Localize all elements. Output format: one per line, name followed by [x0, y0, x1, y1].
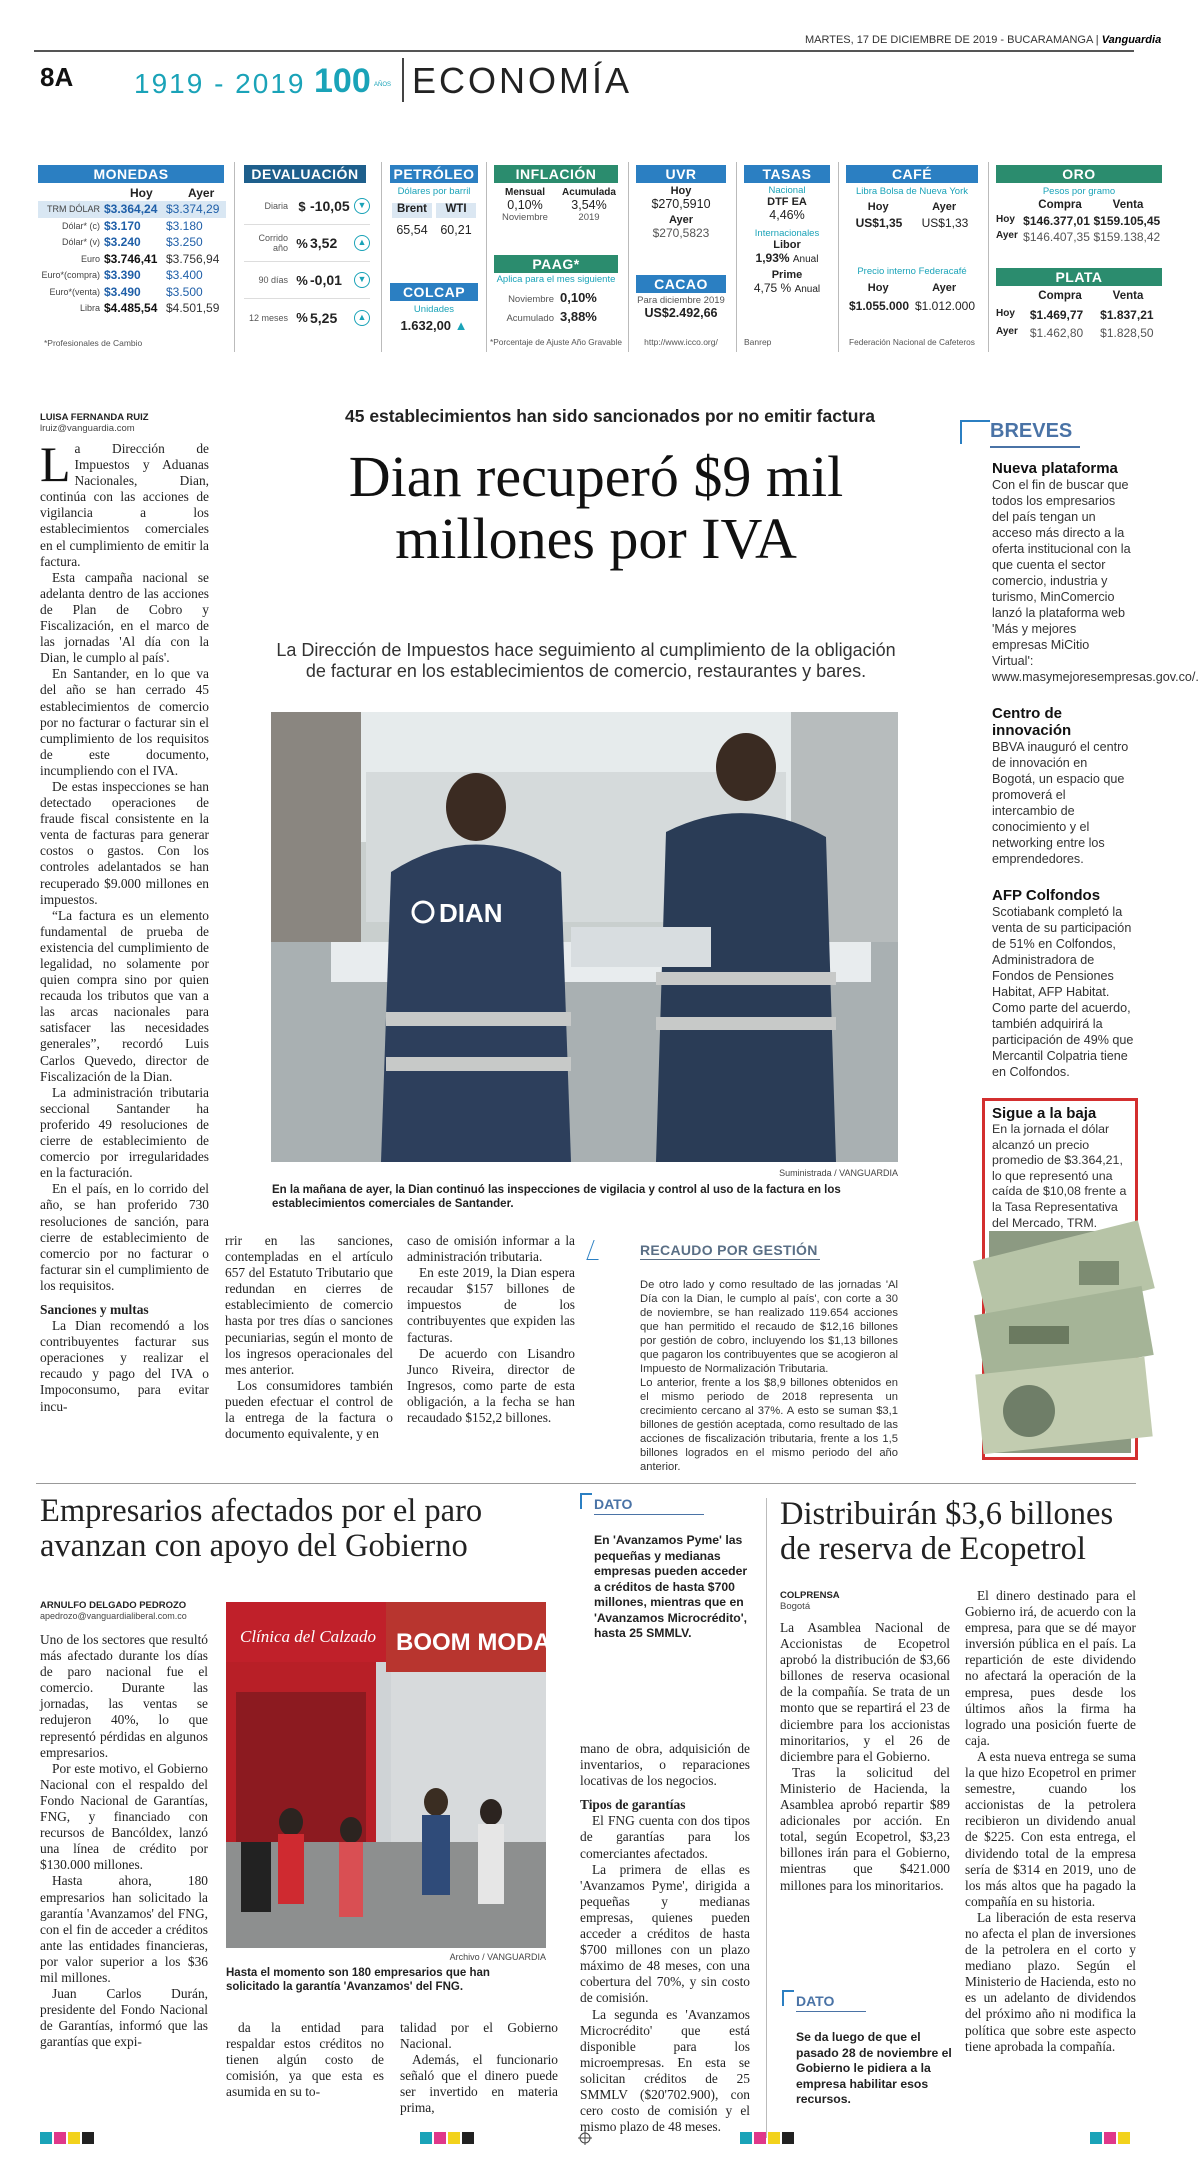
main-paragraph: Los consumidores también pueden efectuar el control de la entrega de la factura o documento equivalente, y en [225, 1377, 393, 1442]
plata-hoy-venta: $1.837,21 [1100, 308, 1154, 322]
devaluacion-unit: $ [298, 198, 306, 214]
article2-paragraph: Por este motivo, el Gobierno Nacional con el respaldo del Fondo Nacional de Garantías, FNG, y financiado con recursos de Bancóldex, lanzó una línea de crédito por $130.000 millones. [40, 1760, 208, 1873]
article2-email: apedrozo@vanguardialiberal.com.co [40, 1611, 187, 1621]
article2-col2-text: da la entidad para respaldar estos créditos no tienen algún costo de comisión, ya que esta es asumida en su to- [226, 2020, 384, 2100]
monedas-ayer: $3.374,29 [166, 202, 220, 217]
monedas-label: Dólar* (c) [61, 220, 100, 231]
print-color-bar [40, 2131, 1130, 2143]
monedas-table [38, 201, 226, 317]
main-byline: LUISA FERNANDA RUIZ [40, 412, 149, 423]
monedas-hoy: $3.746,41 [104, 251, 158, 266]
oro-hoy-label: Hoy [996, 214, 1015, 225]
article2-paragraph: Además, el funcionario señaló que el dinero puede ser invertido en materia prima, [400, 2052, 558, 2116]
prime-value: 4,75 % [753, 281, 792, 295]
breve-text: BBVA inauguró el centro de innovación en Bogotá, un espacio que promoverá el intercambio de conocimiento y el networking entre los emprendedores. [992, 740, 1129, 866]
main-col2 [225, 1233, 393, 1442]
brent-value: 65,54 [396, 223, 428, 237]
monedas-row [38, 234, 226, 251]
col-ayer: Ayer [188, 186, 215, 200]
devaluacion-label: Diaria [264, 201, 288, 211]
monedas-hoy: $3.364,24 [104, 202, 158, 217]
article3-paragraph: La Asamblea Nacional de Accionistas de Ecopetrol aprobó la distribución de $3,66 billones de reserva ocasional de la compañía. Se trata de un monto que se repartirá el 23 de diciembre para los accionistas minoritarios, y el 26 de diciembre para el Gobierno. [780, 1620, 950, 1764]
recaudo-title: RECAUDO POR GESTIÓN [640, 1242, 818, 1258]
plata-hoy-label: Hoy [996, 308, 1015, 319]
recaudo-paragraph: Lo anterior, frente a los $8,9 billones obtenidos en el mismo periodo de 2018 representa un crecimiento cercano al 37%. A esto se suman $3,1 billones de gestión aceptada, como resultado de las acciones de fiscalización tributaria, frente a los 1,5 billones logrados en el mismo periodo del año anterior. [640, 1377, 898, 1473]
main-headline: Dian recuperó $9 mil millones por IVA [348, 444, 844, 571]
monedas-label: Libra [79, 303, 100, 314]
cafe-sub: Libra Bolsa de Nueva York [856, 186, 968, 197]
cafe-header: CAFÉ [846, 165, 978, 183]
monedas-ayer: $4.501,59 [166, 301, 220, 316]
monedas-hoy: $4.485,54 [104, 301, 158, 316]
cafe-interno-ayer: $1.012.000 [914, 299, 976, 313]
arrow-up-icon: ▲ [454, 318, 468, 333]
article3-paragraph: La liberación de esta reserva no afecta el plan de inversiones de la petrolera en el corto y mediano plazo. Según el Ministerio de Hacienda, esto no es un adelanto de dividendos del próximo año ni modifica la política que sobre este aspecto tiene aprobada la compañía. [965, 1909, 1136, 2054]
main-subhead: Sanciones y multas [40, 1301, 149, 1317]
store-photo [226, 1602, 551, 1948]
oro-ayer-venta: $159.138,42 [1093, 230, 1161, 244]
main-col3 [407, 1233, 575, 1426]
paag-sub: Aplica para el mes siguiente [496, 274, 616, 285]
recaudo-rule [640, 1259, 820, 1260]
breves-bracket [960, 420, 990, 444]
plata-ayer-label: Ayer [996, 326, 1018, 337]
cacao-header: CACAO [636, 275, 726, 293]
devaluacion-value: -10,05 [310, 198, 350, 214]
nacional-label: Nacional [768, 185, 806, 196]
store-sign-text: Clínica del Calzado [240, 1627, 376, 1646]
mensual-value: 0,10% [507, 198, 543, 212]
breve-text: Scotiabank completó la venta de su participación de 51% en Colfondos, Administradora de Fondos de Pensiones Habitat, AFP Habitat. Como parte del acuerdo, también adquirirá la participación de 49% que Mercantil Colpatria tiene en Colfondos. [992, 905, 1134, 1079]
header-rule [34, 50, 1134, 52]
plata-hoy-compra: $1.469,77 [1029, 308, 1084, 322]
main-caption: En la mañana de ayer, la Dian continuó las inspecciones de vigilacia y control al uso de la factura en los establecimientos comerciales de Santander. [272, 1184, 841, 1210]
article2-paragraph: El FNG cuenta con dos tipos de garantías para los comerciantes afectados. [580, 1813, 750, 1861]
article3-paragraph: A esta nueva entrega se suma la que hizo Ecopetrol en primer semestre, cuando los accionistas de la petrolera recibieron un dividendo anual de $225. Con esta entrega, el dividendo total de la empresa sería de $314 en 2019, uno de los más altos que ha pagado la compañía en su historia. [965, 1748, 1136, 1909]
article3-paragraph: Tras la solicitud del Ministerio de Hacienda, la Asamblea aprobó repartir $89 adicionales por acción. En total, según Ecopetrol, $3,23 billones irán para el Gobierno, mientras que $421.000 millones para los minoritarios. [780, 1764, 950, 1893]
colcap-sub: Unidades [413, 304, 455, 315]
prime-sub: Anual [794, 284, 821, 295]
oro-ayer-compra: $146.407,35 [1023, 230, 1090, 244]
colcap-value: 1.632,00 [400, 318, 452, 333]
acumulada-label: Acumulada [562, 187, 616, 198]
dato2-title: DATO [796, 1993, 835, 2009]
libor-sub: Anual [792, 254, 819, 265]
monedas-ayer: $3.250 [166, 235, 203, 250]
petroleo-sub: Dólares por barril [397, 186, 471, 197]
monedas-ayer: $3.500 [166, 284, 203, 299]
article2-paragraph: Juan Carlos Durán, presidente del Fondo Nacional de Garantías, informó que las garantías que expi- [40, 1986, 208, 2050]
libor-label: Libor [773, 239, 801, 251]
oro-compra-label: Compra [1038, 199, 1082, 211]
main-col1-end: La Dian recomendó a los contribuyentes facturar sus operaciones y realizar el recaudo y pago del IVA o Impoconsumo, para evitar incu- [40, 1318, 209, 1414]
plata-ayer-compra: $1.462,80 [1029, 326, 1084, 340]
date-line: MARTES, 17 DE DICIEMBRE DE 2019 - BUCARAMANGA | Vanguardia [805, 34, 1162, 46]
logo-text: 100 [314, 62, 371, 100]
oro-table [996, 199, 1162, 244]
dropcap: L [40, 436, 71, 492]
plata-table [996, 290, 1162, 340]
anniversary-logo [312, 60, 398, 100]
box-title: Sigue a la baja [992, 1105, 1097, 1122]
box-text: En la jornada el dólar alcanzó un precio promedio de $3.364,21, lo que representó una caída de $10,08 frente a la Tasa Representativa del Mercado, TRM. [992, 1122, 1127, 1230]
arrow-down-icon: ▼ [354, 272, 370, 288]
main-email: lruiz@vanguardia.com [40, 423, 135, 434]
plata-header: PLATA [996, 268, 1162, 286]
dato2-text: Se da luego de que el pasado 28 de noviembre el Gobierno le pidiera a la empresa habilitar esos recursos. [796, 2030, 952, 2106]
oro-hoy-compra: $146.377,01 [1023, 214, 1090, 228]
arrow-up-icon: ▲ [354, 310, 370, 326]
dollar-bills-image [989, 1231, 1131, 1453]
paag-note: *Porcentaje de Ajuste Año Gravable [490, 337, 622, 347]
breve-item [992, 705, 1134, 867]
monedas-row [38, 251, 226, 268]
cacao-source: http://www.icco.org/ [644, 337, 718, 347]
cafe-hoy: US$1,35 [855, 216, 903, 230]
devaluacion-value: -0,01 [310, 272, 342, 288]
uvr-header: UVR [636, 165, 726, 183]
cafe-interno-hoy: $1.055.000 [848, 299, 910, 313]
cafe-interno-label: Precio interno Federacafé [857, 266, 967, 277]
tasas-values [744, 185, 830, 295]
col-hoy: Hoy [130, 186, 153, 200]
indicators-panel [38, 162, 1161, 352]
section-title: ECONOMÍA [412, 60, 633, 101]
monedas-hoy: $3.170 [104, 218, 141, 233]
acumulada-value: 3,54% [571, 198, 607, 212]
devaluacion-header: DEVALUACIÓN [244, 165, 366, 183]
article2-paragraph: La segunda es 'Avanzamos Microcrédito' que está disponible para los microempresas. En esta se solicitan créditos de 25 SMMLV ($20'702.900), con cero costo de comisión y el mismo plazo de 48 meses. [580, 2006, 750, 2135]
breve-title: AFP Colfondos [992, 887, 1101, 904]
inflacion-acumulada [558, 187, 620, 223]
section-divider [402, 58, 404, 102]
dato-text: En 'Avanzamos Pyme' las pequeñas y medianas empresas pueden acceder a créditos de hasta $700 millones, mientras que en 'Avanzamos Microcrédito', hasta 25 SMMLV. [594, 1533, 748, 1640]
section-rule [36, 1483, 1136, 1484]
monedas-label: Euro*(compra) [41, 270, 100, 281]
main-paragraph: En el país, en lo corrido del año, se han proferido 730 resoluciones de sanción, para cierre de establecimiento de comercio por no facturar o facturar sin el cumplimiento de los requisitos. [40, 1181, 209, 1293]
main-photo-credit: Suministrada / VANGUARDIA [779, 1168, 898, 1178]
acumulada-sub: 2019 [578, 212, 600, 223]
paag-row [494, 309, 618, 328]
intl-label: Internacionales [754, 228, 820, 239]
cafe-interno-values [846, 282, 978, 313]
mensual-label: Mensual [504, 187, 545, 198]
store-photo-credit: Archivo / VANGUARDIA [449, 1952, 546, 1962]
article2-col4 [580, 1741, 750, 2135]
devaluacion-label: 12 meses [248, 312, 288, 323]
devaluacion-label: Corrido año [258, 233, 288, 253]
plata-compra-label: Compra [1038, 290, 1082, 302]
breve-item [992, 460, 1199, 685]
devaluacion-row [244, 262, 370, 299]
cacao-value: US$2.492,66 [644, 306, 718, 320]
cafe-source: Federación Nacional de Cafeteros [849, 337, 975, 347]
paag-rows [494, 290, 618, 328]
breves-highlight-box [982, 1098, 1138, 1460]
article3-col1 [780, 1620, 950, 1894]
uvr-hoy: $270,5910 [651, 197, 711, 211]
article2-paragraph: Hasta ahora, 180 empresarios han solicitado la garantía 'Avanzamos' del FNG, con el fin de acceder a créditos ante las entidades financieras, por valor superior a los $36 mil millones. [40, 1873, 208, 1985]
devaluacion-unit: % [296, 235, 308, 251]
paag-header: PAAG* [494, 255, 618, 273]
recaudo-paragraph: De otro lado y como resultado de las jornadas 'Al Día con la Dian, le cumplo al país', con corte a 30 de noviembre, se han realizado 119.654 acciones que han permitido el recaudo de $12,16 billones por gestión de cobro, incluyendo los $1,13 billones que pagaron los contribuyentes que se acogieron al Impuesto de Normalización Tributaria. [640, 1279, 898, 1375]
paag-value: 3,88% [560, 309, 597, 324]
wti-label: WTI [436, 203, 476, 218]
article2-paragraph: talidad por el Gobierno Nacional. [400, 2020, 558, 2052]
monedas-label: TRM DÓLAR [46, 204, 100, 215]
breve-title: Centro de innovación [992, 705, 1072, 739]
monedas-label: Euro*(venta) [49, 286, 100, 297]
cafe-ayer: US$1,33 [921, 216, 969, 230]
plata-venta-label: Venta [1112, 290, 1144, 302]
main-paragraph: La administración tributaria seccional Santander ha proferido 49 resoluciones de cierre de establecimiento de comercio por irregularidades en la facturación. [40, 1084, 209, 1181]
main-paragraph: a Dirección de Impuestos y Aduanas Nacionales, Dian, continúa con las acciones de vigilancia a los establecimientos comerciales en el cumplimiento de emitir la factura. [40, 441, 209, 569]
inflacion-mensual [494, 187, 556, 223]
monedas-note: *Profesionales de Cambio [44, 338, 143, 348]
monedas-ayer: $3.756,94 [166, 251, 220, 266]
anniversary-years: 1919 - 2019 [134, 68, 306, 99]
article2-paragraph: mano de obra, adquisición de inventarios, o reparaciones locativas de los negocios. [580, 1741, 750, 1789]
devaluacion-row [244, 299, 370, 336]
recaudo-bracket [586, 1240, 605, 1260]
uvr-values [636, 185, 726, 240]
cacao-sub: Para diciembre 2019 [637, 295, 725, 306]
date-text: MARTES, 17 DE DICIEMBRE DE 2019 - BUCARAMANGA [805, 34, 1093, 46]
wti-value: 60,21 [440, 223, 472, 237]
devaluacion-label: 90 días [258, 275, 288, 285]
monedas-hoy: $3.490 [104, 284, 141, 299]
article3-paragraph: El dinero destinado para el Gobierno irá, de acuerdo con la empresa, para que se dé mayor inversión pública en el país. La repartición de este dividendo no afectará la operación de la empresa, pues desde los últimos años la firma ha logrado una posición fuerte de caja. [965, 1588, 1136, 1748]
recaudo-text [640, 1278, 898, 1474]
colcap-value-wrap [390, 318, 478, 333]
monedas-row [38, 267, 226, 284]
arrow-up-icon: ▲ [354, 235, 370, 251]
oro-ayer-label: Ayer [996, 230, 1018, 241]
store-sign2-text: BOOM MODA [396, 1629, 551, 1656]
devaluacion-row [244, 188, 370, 225]
monedas-label: Dólar* (v) [61, 237, 100, 248]
paag-row [494, 290, 618, 309]
cacao-values [630, 295, 732, 320]
dtf-value: 4,46% [769, 208, 805, 222]
oro-hoy-venta: $159.105,45 [1093, 214, 1161, 228]
breves-title: BREVES [990, 420, 1073, 442]
brand-name: Vanguardia [1101, 34, 1162, 46]
devaluacion-unit: % [296, 310, 308, 325]
devaluacion-value: 3,52 [310, 235, 338, 251]
article2-col3 [400, 2020, 558, 2117]
cafe-values [846, 201, 978, 230]
cafe-hoy-label: Hoy [867, 201, 889, 213]
brent-label: Brent [392, 203, 432, 218]
oro-header: ORO [996, 165, 1162, 183]
cafe-ayer-label: Ayer [932, 201, 957, 213]
dato-rule [594, 1514, 704, 1515]
colcap-header: COLCAP [390, 283, 478, 301]
breve-title: Nueva plataforma [992, 460, 1118, 477]
oro-sub: Pesos por gramo [1042, 186, 1116, 197]
dian-photo [271, 712, 898, 1162]
petroleo-header: PETRÓLEO [390, 165, 478, 183]
article2-col2 [226, 2020, 384, 2100]
article2-caption: Hasta el momento son 180 empresarios que han solicitado la garantía 'Avanzamos' del FNG. [226, 1967, 490, 1993]
monedas-ayer: $3.400 [166, 268, 203, 283]
dato-title: DATO [594, 1496, 633, 1512]
breve-text: Con el fin de buscar que todos los empresarios del país tengan un acceso más directo a la oferta institucional con la que cuenta el sector comercio, industria y turismo, MinComercio lanzó la plataforma web 'Más y mejores empresas MiCitio Virtual': www.masymejoresempresas.gov.co/. [992, 478, 1199, 684]
main-paragraph: De estas inspecciones se han detectado operaciones de fraude fiscal consistente en la venta de facturas para generar costos o gastos. Con los controles adelantados se han recuperado $9.000 millones en impuestos. [40, 778, 209, 907]
main-paragraph: Esta campaña nacional se adelanta dentro de las acciones de Plan de Cobro y Fiscalización, en el marco de las jornadas 'Al día con la Dian, le cumplo al país'. [40, 569, 209, 666]
dtf-label: DTF EA [767, 196, 807, 208]
libor-value: 1,93% [755, 251, 790, 265]
monedas-row [38, 300, 226, 317]
article3-byline: COLPRENSA [780, 1590, 840, 1601]
article3-col2 [965, 1588, 1136, 2055]
article2-byline: ARNULFO DELGADO PEDROZO [40, 1600, 187, 1611]
monedas-label: Euro [80, 253, 100, 264]
oro-venta-label: Venta [1112, 199, 1144, 211]
main-kicker: 45 establecimientos han sido sancionados por no emitir factura [345, 406, 875, 426]
monedas-row [38, 218, 226, 235]
devaluacion-value: 5,25 [310, 309, 338, 326]
devaluacion-row [244, 225, 370, 262]
plata-ayer-venta: $1.828,50 [1100, 326, 1154, 340]
dato2-rule [796, 2011, 866, 2012]
main-paragraph: De acuerdo con Lisandro Junco Riveira, director de Ingresos, como parte de esta obligación, a la fecha se han recaudado $152,2 billones. [407, 1345, 575, 1426]
main-paragraph: En este 2019, la Dian espera recaudar $157 billones de impuestos de los contribuyentes que expiden las facturas. [407, 1265, 575, 1345]
mensual-sub: Noviembre [502, 212, 548, 223]
paag-label: Noviembre [508, 294, 554, 305]
breve-item [992, 887, 1134, 1080]
uvr-ayer: $270,5823 [652, 226, 710, 240]
monedas-header: MONEDAS [38, 165, 224, 183]
uvr-hoy-label: Hoy [670, 185, 692, 197]
main-paragraph: rrir en las sanciones, contempladas en el artículo 657 del Estatuto Tributario que redundan en cierres de establecimiento de comercio hasta por tres días o sanciones pecuniarias, según el monto de los ingresos operacionales del mes anterior. [225, 1233, 393, 1377]
vest-text: DIAN [439, 898, 503, 928]
main-col1 [40, 436, 209, 1415]
paag-label: Acumulado [506, 313, 554, 324]
cafe-interno-ayer-label: Ayer [932, 282, 957, 294]
paag-value: 0,10% [560, 290, 597, 305]
main-paragraph: En Santander, en lo que va del año se han cerrado 45 establecimientos de comercio por no facturar o facturar sin el cumplimiento de los requisitos de este documento, incumpliendo con el IVA. [40, 666, 209, 778]
breves-list [992, 460, 1199, 1100]
tasas-source: Banrep [744, 337, 772, 347]
main-paragraph: caso de omisión informar a la administración tributaria. [407, 1233, 575, 1265]
monedas-row [38, 201, 226, 218]
prime-label: Prime [771, 269, 803, 281]
cafe-interno-hoy-label: Hoy [867, 282, 889, 294]
column-divider [766, 1498, 767, 2138]
monedas-hoy: $3.240 [104, 235, 141, 250]
article2-paragraph: La primera de ellas es 'Avanzamos Pyme', dirigida a pequeñas y medianas empresas, quienes pueden acceder a créditos de hasta $700 millones con un plazo máximo de 48 meses, con una cobertura del 70%, y sin costo de comisión. [580, 1861, 750, 2006]
article3-headline: Distribuirán $3,6 billones de reserva de Ecopetrol [780, 1496, 1114, 1567]
tasas-header: TASAS [744, 165, 830, 183]
monedas-ayer: $3.180 [166, 218, 203, 233]
dato-bracket [580, 1493, 592, 1509]
article2-subhead: Tipos de garantías [580, 1797, 686, 1813]
devaluacion-rows [244, 188, 370, 336]
monedas-row [38, 284, 226, 301]
monedas-hoy: $3.390 [104, 268, 141, 283]
main-paragraph: “La factura es un elemento fundamental de prueba de existencia del cumplimiento de legalidad, no solamente por quien compra sino por quien recauda los tributos que van a las arcas nacionales para satisfacer las necesidades generales”, recordó Luis Carlos Quevedo, director de Fiscalización de la Dian. [40, 907, 209, 1084]
article2-col1 [40, 1632, 208, 2050]
arrow-down-icon: ▼ [354, 198, 370, 214]
article3-place: Bogotá [780, 1601, 811, 1612]
article2-paragraph: Uno de los sectores que resultó más afectado durante los días de paro nacional fue el comercio. Durante las jornadas, las ventas se redujeron 40%, lo que representó pérdidas en algunos empresarios. [40, 1632, 208, 1760]
inflacion-header: INFLACIÓN [494, 165, 618, 183]
main-deck: La Dirección de Impuestos hace seguimiento al cumplimiento de la obligación de facturar en los establecimientos de comercio, restaurantes y bares. [276, 640, 896, 681]
page-number: 8A [40, 62, 74, 92]
dato2-bracket [782, 1990, 794, 2006]
uvr-ayer-label: Ayer [668, 214, 694, 226]
logo-sub: AÑOS [374, 82, 392, 88]
breves-rule [990, 446, 1080, 448]
article2-headline: Empresarios afectados por el paro avanzan con apoyo del Gobierno [40, 1493, 483, 1564]
devaluacion-unit: % [296, 272, 308, 288]
